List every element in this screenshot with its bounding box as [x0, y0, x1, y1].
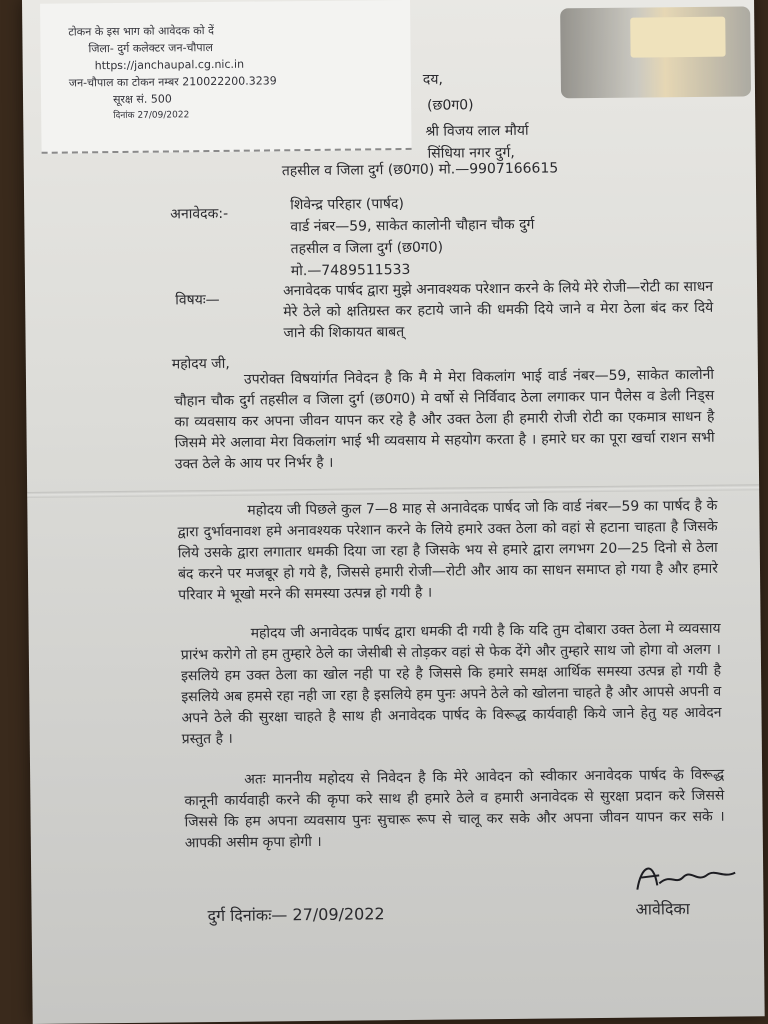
recipient-line-2: (छ0ग0) — [427, 97, 474, 114]
place-date: दुर्ग दिनांकः— 27/09/2022 — [207, 904, 385, 926]
respondent-line-2: वार्ड नंबर—59, साकेत कालोनी चौहान चौक दुर्ग — [290, 216, 535, 236]
token-line-3: https://janchaupal.cg.nic.in — [94, 57, 245, 73]
signature-mark — [631, 855, 741, 896]
signature-scribble — [631, 855, 741, 896]
token-line-5: सूरक्ष सं. 500 — [112, 92, 172, 107]
document-page — [22, 0, 765, 1024]
token-slip — [40, 0, 412, 154]
recipient-line-5: तहसील व जिला दुर्ग (छ0ग0) मो.—9907166615 — [281, 160, 559, 180]
subject-text: अनावेदक पार्षद द्वारा मुझे अनावश्यक परेशान करने के लिये मेरे रोजी—रोटी का साधन मेरे ठेले को क्षतिग्रस्त कर हटाये जाने की धमकी दिये जाने व मेरा ठेला बंद कर दिये जाने की शिकायत बाबत् — [282, 278, 714, 342]
recipient-line-3: श्री विजय लाल मौर्या — [425, 122, 529, 140]
token-line-4: जन-चौपाल का टोकन नम्बर 210022200.3239 — [68, 74, 277, 90]
subject-label: विषयः— — [175, 291, 220, 309]
respondent-line-1: शिवेन्द्र परिहार (पार्षद) — [290, 196, 404, 214]
token-line-2: जिला- दुर्ग कलेक्टर जन-चौपाल — [88, 41, 213, 56]
recipient-line-4: सिंधिया नगर दुर्ग, — [427, 144, 515, 162]
paragraph-1: उपरोक्त विषयांर्गत निवेदन है कि मै मे मेरा विकलांग भाई वार्ड नंबर—59, साकेत कालोनी चौहान चौक दुर्ग तहसील व जिला दुर्ग (छ0ग0) मे वर्षो से निर्विवाद ठेला लगाकर पान पैलेस व डेली निड्स का व्यवसाय कर अपना जीवन यापन कर रहे है और उक्त ठेला ही हमारी रोजी रोटी का एकमात्र साधन है जिसमे मेरे अलावा मेरा विकलांग भाई भी व्यवसाय मे सहयोग करता है । हमारे घर का पूरा खर्चा राशन सभी उक्त ठेले के आय पर निर्भर है । — [174, 366, 715, 473]
respondent-label: अनावेदक:- — [170, 205, 229, 223]
paragraph-4: अतः माननीय महोदय से निवेदन है कि मेरे आवेदन को स्वीकार अनावेदक पार्षद के विरूद्ध कानूनी कार्यवाही करने की कृपा करे साथ ही हमारे ठेले व हमारी अनावेदक से सुरक्षा प्रदान करे जिससे जिससे कि हम अपना व्यवसाय पुनः सुचारू रूप से चालू कर सके और अपना जीवन यापन कर सके । आपकी असीम कृपा होगी । — [184, 766, 725, 852]
salutation: महोदय जी, — [171, 355, 230, 373]
token-line-1: टोकन के इस भाग को आवेदक को दें — [68, 23, 214, 39]
bottle-photo-background — [560, 6, 751, 98]
paragraph-2: महोदय जी पिछले कुल 7—8 माह से अनावेदक पार्षद जो कि वार्ड नंबर—59 का पार्षद है के द्वारा दुर्भावनावश हमे अनावश्यक परेशान करने के लिये हमारे उक्त ठेला को वहां से हटाना चाहता है जिसके लिये उसके द्वारा लगातार धमकी दिया जा रहा है जिसके भय से हमारे द्वारा लगभग 20—25 दिनो से ठेला बंद करने पर मजबूर हो गये है, जिससे हमारी रोजी—रोटी और आय का साधन समाप्त हो गया है और हमारे परिवार मे भूखो मरने की समस्या उत्पन्न हो गयी है । — [177, 497, 719, 604]
token-line-6: दिनांक 27/09/2022 — [113, 110, 190, 122]
respondent-line-3: तहसील व जिला दुर्ग (छ0ग0) — [290, 239, 444, 258]
recipient-line-1: दय, — [422, 71, 443, 88]
paragraph-3: महोदय जी अनावेदक पार्षद द्वारा धमकी दी गयी है कि यदि तुम दोबारा उक्त ठेला मे व्यवसाय प्रारंभ करोगे तो हम तुम्हारे ठेले का जेसीबी से तोड़कर वहां से फेक देंगे और तुम्हारे साथ जो होगा वो अलग । इसलिये हम उक्त ठेला का खोल नही पा रहे है जिससे कि हमारे समक्ष आर्थिक समस्या उत्पन्न हो गयी है इसलिये अब हमसे रहा नही जा रहा है इसलिये हम पुनः अपने ठेले को खोलना चाहते है और आपसे अपनी व अपने ठेले की सुरक्षा चाहते है साथ ही अनावेदक पार्षद के विरूद्ध कार्यवाही किये जाने हेतु यह आवेदन प्रस्तुत है । — [180, 620, 722, 748]
respondent-line-4: मो.—7489511533 — [290, 261, 411, 280]
signer-label: आवेदिका — [635, 899, 690, 919]
bottle-label — [630, 17, 725, 58]
